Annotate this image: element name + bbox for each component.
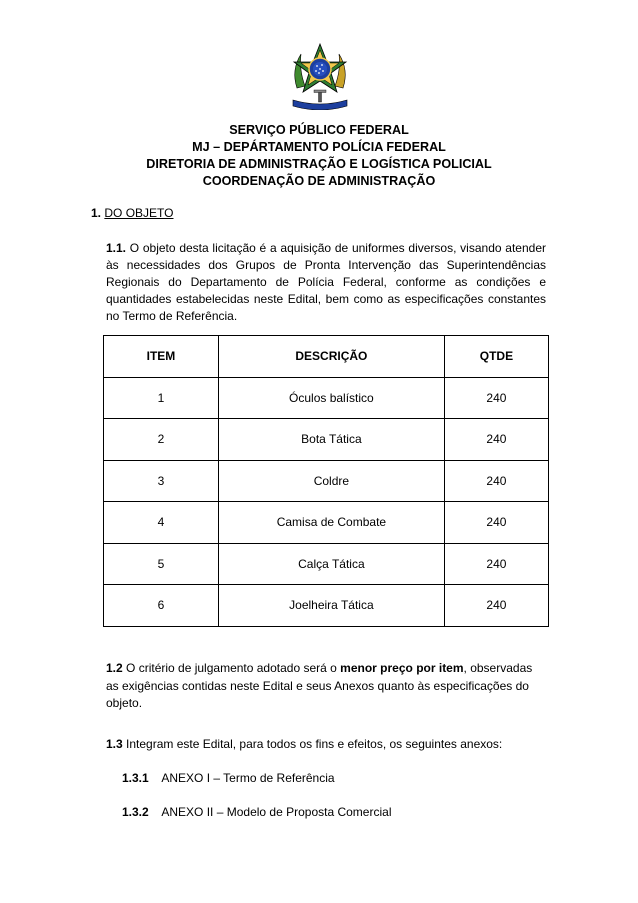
table-cell-description: Joelheira Tática bbox=[218, 585, 444, 627]
table-cell-description: Bota Tática bbox=[218, 419, 444, 461]
table-header-quantity: QTDE bbox=[444, 336, 548, 378]
table-row bbox=[104, 377, 549, 419]
header-line-4: COORDENAÇÃO DE ADMINISTRAÇÃO bbox=[202, 174, 436, 188]
table-header-item: ITEM bbox=[104, 336, 219, 378]
paragraph-text-before: O critério de julgamento adotado será o bbox=[126, 661, 337, 675]
annex-text: ANEXO I – Termo de Referência bbox=[161, 771, 335, 785]
items-table bbox=[103, 335, 549, 627]
table-cell-quantity: 240 bbox=[444, 543, 548, 585]
annex-text: ANEXO II – Modelo de Proposta Comercial bbox=[161, 805, 392, 819]
table-header-row bbox=[104, 336, 549, 378]
annex-number: 1.3.2 bbox=[122, 805, 149, 819]
table-cell-quantity: 240 bbox=[444, 419, 548, 461]
section-title: DO OBJETO bbox=[104, 206, 174, 220]
header-line-3: DIRETORIA DE ADMINISTRAÇÃO E LOGÍSTICA POLICIAL bbox=[146, 157, 492, 171]
paragraph-text: O objeto desta licitação é a aquisição de uniformes diversos, visando atender às necessidades dos Grupos de Pronta Intervenção das Superintendências Regionais do Departamento de Polícia Federal, conforme as condições e quantidades estabelecidas neste Edital, bem como as especificações constantes no Termo de Referência. bbox=[106, 241, 546, 323]
table-row bbox=[104, 460, 549, 502]
table-cell-item: 1 bbox=[104, 377, 219, 419]
document-header bbox=[0, 122, 638, 190]
header-line-1: SERVIÇO PÚBLICO FEDERAL bbox=[229, 123, 409, 137]
paragraph-1-1 bbox=[106, 240, 546, 325]
paragraph-number: 1.1. bbox=[106, 241, 127, 255]
table-row bbox=[104, 585, 549, 627]
paragraph-number: 1.3 bbox=[106, 737, 123, 751]
table-cell-description: Coldre bbox=[218, 460, 444, 502]
table-row bbox=[104, 502, 549, 544]
table-cell-quantity: 240 bbox=[444, 377, 548, 419]
paragraph-1-3 bbox=[106, 737, 502, 751]
annex-item bbox=[122, 771, 335, 785]
table-cell-item: 4 bbox=[104, 502, 219, 544]
paragraph-1-2 bbox=[106, 660, 546, 713]
table-cell-description: Óculos balístico bbox=[218, 377, 444, 419]
table-cell-item: 6 bbox=[104, 585, 219, 627]
table-cell-quantity: 240 bbox=[444, 502, 548, 544]
table-cell-item: 5 bbox=[104, 543, 219, 585]
paragraph-bold-criterion: menor preço por item bbox=[340, 661, 464, 675]
table-header-description: DESCRIÇÃO bbox=[218, 336, 444, 378]
table-cell-description: Camisa de Combate bbox=[218, 502, 444, 544]
coat-of-arms-emblem bbox=[289, 40, 351, 110]
annex-number: 1.3.1 bbox=[122, 771, 149, 785]
table-cell-item: 3 bbox=[104, 460, 219, 502]
paragraph-number: 1.2 bbox=[106, 661, 123, 675]
annex-item bbox=[122, 805, 391, 819]
section-number: 1. bbox=[91, 206, 102, 220]
paragraph-text-after: , observadas as exigências contidas neste Edital e seus Anexos quanto às especificações do objeto. bbox=[106, 661, 533, 710]
table-cell-quantity: 240 bbox=[444, 460, 548, 502]
header-line-2: MJ – DEPÁRTAMENTO POLÍCIA FEDERAL bbox=[192, 140, 446, 154]
table-row bbox=[104, 543, 549, 585]
table-row bbox=[104, 419, 549, 461]
table-cell-item: 2 bbox=[104, 419, 219, 461]
paragraph-text: Integram este Edital, para todos os fins e efeitos, os seguintes anexos: bbox=[126, 737, 503, 751]
table-cell-quantity: 240 bbox=[444, 585, 548, 627]
table-cell-description: Calça Tática bbox=[218, 543, 444, 585]
section-heading bbox=[91, 206, 173, 220]
